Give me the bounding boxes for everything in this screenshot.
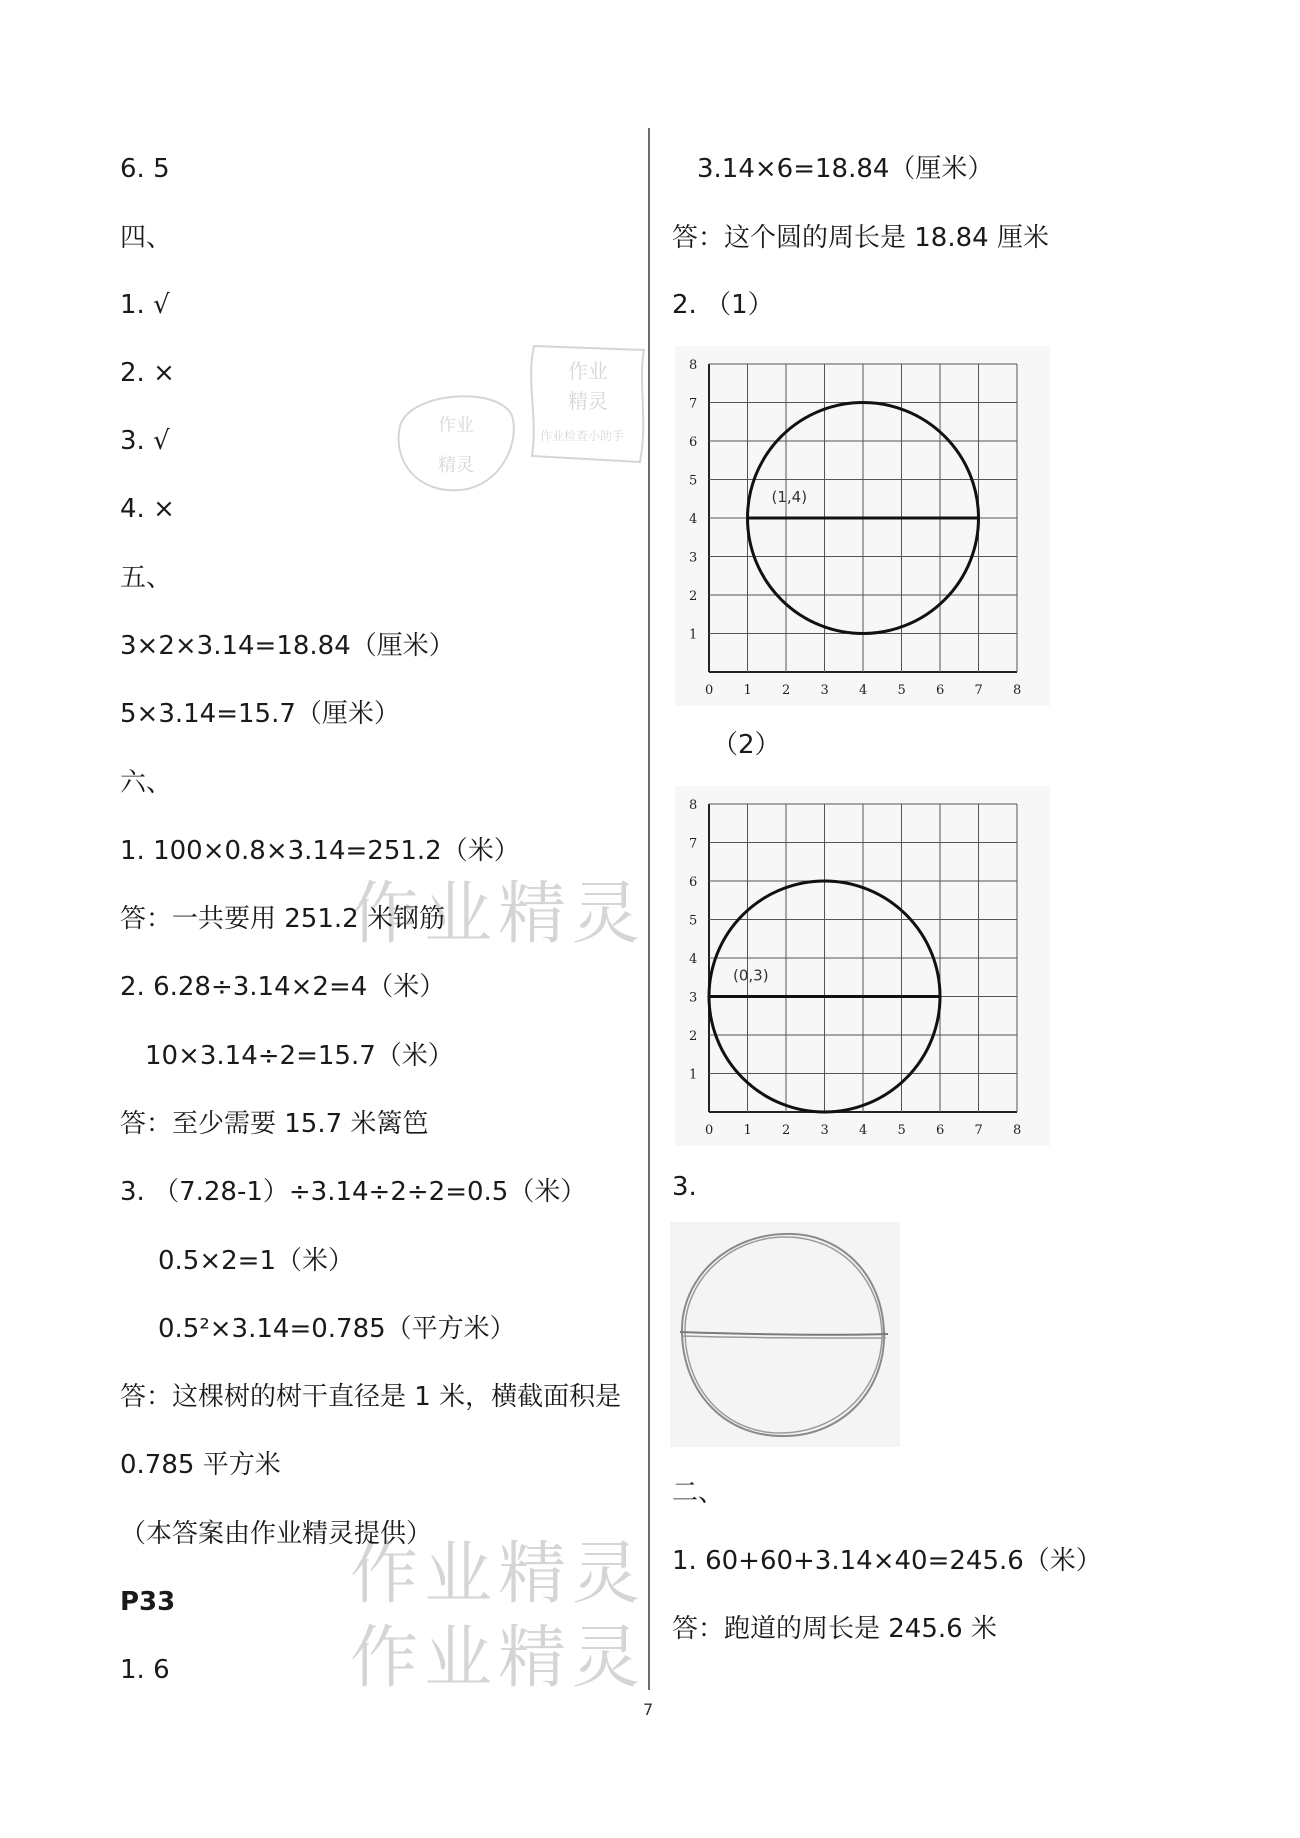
center-point-label: (1,4) [771, 488, 808, 506]
section-heading: 四、 [120, 223, 173, 253]
stamp-text: 作业检查小助手 [540, 429, 625, 443]
column-divider [648, 128, 650, 1690]
stamp-text: 精灵 [438, 455, 474, 476]
y-tick-label: 4 [689, 512, 698, 527]
y-tick-label: 5 [689, 913, 698, 929]
answer-line: 2. （1） [672, 290, 774, 320]
section-heading: 六、 [120, 768, 173, 798]
x-tick-label: 6 [936, 1123, 945, 1138]
answer-line: 答：跑道的周长是 245.6 米 [672, 1614, 997, 1644]
y-tick-label: 4 [689, 952, 698, 967]
answer-line: 4. × [120, 494, 175, 524]
answer-line: 3. √ [120, 426, 170, 456]
y-tick-label: 1 [689, 627, 698, 643]
watermark-large: 作业精灵 [350, 1619, 647, 1698]
answer-line: （2） [712, 730, 781, 760]
answer-line: 答：这个圆的周长是 18.84 厘米 [672, 223, 1049, 253]
grid-svg-1 [675, 346, 1050, 706]
answer-line: 1. √ [120, 290, 170, 320]
watermark-large: 作业精灵 [350, 875, 647, 954]
x-tick-label: 1 [743, 1123, 752, 1138]
y-tick-label: 2 [689, 1029, 698, 1044]
x-tick-label: 4 [859, 683, 868, 698]
x-tick-label: 0 [705, 1123, 714, 1138]
x-tick-label: 1 [743, 683, 752, 698]
x-tick-label: 7 [974, 1123, 983, 1138]
x-tick-label: 5 [897, 683, 906, 698]
x-tick-label: 8 [1013, 1123, 1022, 1138]
x-tick-label: 8 [1013, 683, 1022, 698]
y-tick-label: 3 [689, 990, 698, 1006]
x-tick-label: 2 [782, 683, 791, 698]
y-tick-label: 5 [689, 473, 698, 489]
x-tick-label: 7 [974, 683, 983, 698]
answer-line: 0.5×2=1（米） [158, 1246, 355, 1276]
hand-drawn-svg [670, 1222, 900, 1447]
answer-line: 3.14×6=18.84（厘米） [697, 154, 994, 184]
answer-line: 3×2×3.14=18.84（厘米） [120, 631, 455, 661]
stamp-text: 作业 [568, 359, 608, 383]
page-number: 7 [643, 1700, 654, 1719]
y-tick-label: 8 [689, 358, 698, 373]
stamp-text: 作业 [438, 415, 474, 436]
watermark-stamp-right [520, 340, 650, 474]
y-tick-label: 2 [689, 589, 698, 604]
y-tick-label: 7 [689, 396, 698, 412]
answer-line: 2. × [120, 358, 175, 388]
watermark-large: 作业精灵 [350, 1535, 647, 1614]
x-tick-label: 5 [897, 1123, 906, 1138]
coordinate-grid-figure-2 [675, 786, 1050, 1150]
answer-line: 0.785 平方米 [120, 1450, 281, 1480]
stamp-text: 精灵 [568, 389, 608, 413]
answer-line: 6. 5 [120, 154, 170, 184]
source-note: （本答案由作业精灵提供） [120, 1519, 433, 1549]
answer-line: 5×3.14=15.7（厘米） [120, 699, 400, 729]
answer-line: 1. 60+60+3.14×40=245.6（米） [672, 1546, 1102, 1576]
y-tick-label: 8 [689, 798, 698, 813]
answer-line: 答：至少需要 15.7 米篱笆 [120, 1109, 429, 1139]
answer-line: 1. 100×0.8×3.14=251.2（米） [120, 836, 520, 866]
answer-line: 答：一共要用 251.2 米钢筋 [120, 904, 445, 934]
answer-line: 答：这棵树的树干直径是 1 米，横截面积是 [120, 1382, 622, 1412]
section-heading: 五、 [120, 563, 173, 593]
coordinate-grid-figure-1 [675, 346, 1050, 710]
page-reference: P33 [120, 1587, 176, 1617]
x-tick-label: 3 [820, 683, 829, 698]
answer-line: 3. [672, 1172, 697, 1202]
section-heading: 二、 [672, 1478, 725, 1508]
y-tick-label: 3 [689, 550, 698, 566]
y-tick-label: 6 [689, 875, 698, 890]
center-point-label: (0,3) [733, 966, 769, 985]
grid-svg-2 [675, 786, 1050, 1146]
y-tick-label: 6 [689, 435, 698, 450]
x-tick-label: 6 [936, 683, 945, 698]
y-tick-label: 7 [689, 836, 698, 852]
answer-line: 2. 6.28÷3.14×2=4（米） [120, 972, 446, 1002]
hand-drawn-circle-figure [670, 1222, 900, 1451]
x-tick-label: 2 [782, 1123, 791, 1138]
answer-line: 10×3.14÷2=15.7（米） [145, 1041, 454, 1071]
x-tick-label: 0 [705, 683, 714, 698]
answer-line: 1. 6 [120, 1655, 170, 1685]
x-tick-label: 4 [859, 1123, 868, 1138]
watermark-stamp-left [390, 386, 520, 500]
answer-line: 3. （7.28-1）÷3.14÷2÷2=0.5（米） [120, 1177, 587, 1207]
x-tick-label: 3 [820, 1123, 829, 1138]
answer-line: 0.5²×3.14=0.785（平方米） [158, 1314, 516, 1344]
y-tick-label: 1 [689, 1067, 698, 1083]
